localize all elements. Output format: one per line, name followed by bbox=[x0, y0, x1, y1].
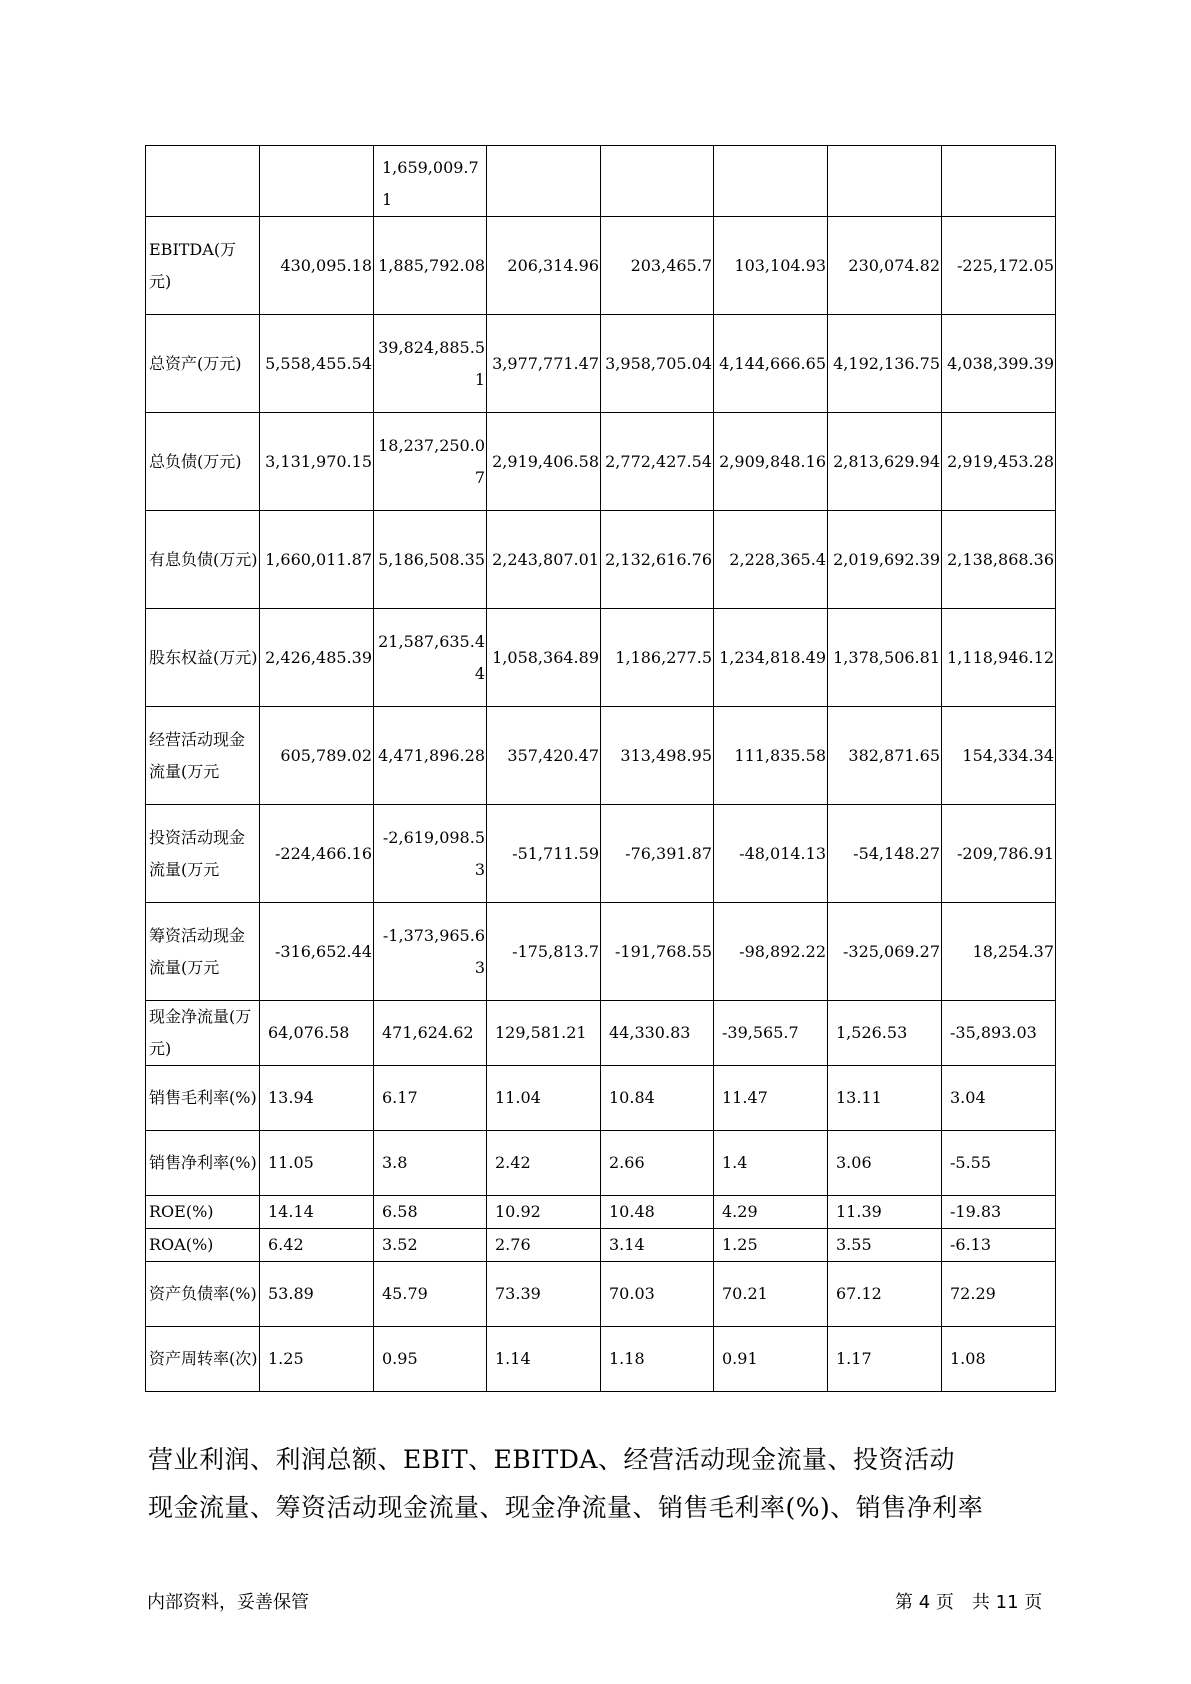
table-row bbox=[146, 511, 1056, 609]
table-cell: 2,426,485.39 bbox=[260, 609, 374, 707]
table-cell: 203,465.7 bbox=[601, 217, 714, 315]
table-cell: 1,660,011.87 bbox=[260, 511, 374, 609]
table-cell: -76,391.87 bbox=[601, 805, 714, 903]
table-cell bbox=[260, 146, 374, 217]
table-cell: 206,314.96 bbox=[487, 217, 601, 315]
table-row bbox=[146, 217, 1056, 315]
table-cell: 21,587,635.44 bbox=[374, 609, 487, 707]
row-label: 销售净利率(%) bbox=[146, 1131, 260, 1196]
table-cell: 5,558,455.54 bbox=[260, 315, 374, 413]
row-label: 筹资活动现金流量(万元 bbox=[146, 903, 260, 1001]
table-cell: 471,624.62 bbox=[374, 1001, 487, 1066]
table-cell: 3,958,705.04 bbox=[601, 315, 714, 413]
table-cell bbox=[601, 146, 714, 217]
table-cell: -98,892.22 bbox=[714, 903, 828, 1001]
table-cell: 11.05 bbox=[260, 1131, 374, 1196]
table-cell: 6.58 bbox=[374, 1196, 487, 1229]
table-row bbox=[146, 1066, 1056, 1131]
table-cell: 2,919,453.28 bbox=[942, 413, 1056, 511]
table-cell: 3.06 bbox=[828, 1131, 942, 1196]
table-cell: 3.52 bbox=[374, 1229, 487, 1262]
summary-paragraph-line-2: 现金流量、筹资活动现金流量、现金净流量、销售毛利率(%)、销售净利率 bbox=[148, 1493, 984, 1522]
table-cell: 4,038,399.39 bbox=[942, 315, 1056, 413]
table-cell: 5,186,508.35 bbox=[374, 511, 487, 609]
table-cell: 11.39 bbox=[828, 1196, 942, 1229]
table-row bbox=[146, 413, 1056, 511]
table-cell: 154,334.34 bbox=[942, 707, 1056, 805]
table-row bbox=[146, 805, 1056, 903]
table-cell: 53.89 bbox=[260, 1262, 374, 1327]
table-cell: 2,243,807.01 bbox=[487, 511, 601, 609]
table-row bbox=[146, 707, 1056, 805]
table-row bbox=[146, 1001, 1056, 1066]
table-cell: 70.21 bbox=[714, 1262, 828, 1327]
table-cell: 2,909,848.16 bbox=[714, 413, 828, 511]
table-cell: -209,786.91 bbox=[942, 805, 1056, 903]
table-cell: -5.55 bbox=[942, 1131, 1056, 1196]
table-cell: 129,581.21 bbox=[487, 1001, 601, 1066]
table-cell: 4,144,666.65 bbox=[714, 315, 828, 413]
table-cell: 3,977,771.47 bbox=[487, 315, 601, 413]
row-label: 资产负债率(%) bbox=[146, 1262, 260, 1327]
table-cell bbox=[942, 146, 1056, 217]
table-row bbox=[146, 1262, 1056, 1327]
row-label bbox=[146, 146, 260, 217]
table-cell: 2.66 bbox=[601, 1131, 714, 1196]
table-cell: 1.18 bbox=[601, 1327, 714, 1392]
table-cell: -191,768.55 bbox=[601, 903, 714, 1001]
table-row bbox=[146, 609, 1056, 707]
table-cell: -48,014.13 bbox=[714, 805, 828, 903]
table-cell: 18,237,250.07 bbox=[374, 413, 487, 511]
table-cell: 4.29 bbox=[714, 1196, 828, 1229]
financial-table bbox=[145, 145, 1056, 1392]
table-row bbox=[146, 1131, 1056, 1196]
table-cell bbox=[487, 146, 601, 217]
table-cell: -51,711.59 bbox=[487, 805, 601, 903]
table-cell: 1.08 bbox=[942, 1327, 1056, 1392]
table-cell: 10.84 bbox=[601, 1066, 714, 1131]
table-cell: 2,228,365.4 bbox=[714, 511, 828, 609]
row-label: 总负债(万元) bbox=[146, 413, 260, 511]
footer-confidential-note: 内部资料，妥善保管 bbox=[147, 1592, 309, 1613]
table-cell: 1.4 bbox=[714, 1131, 828, 1196]
table-cell: -224,466.16 bbox=[260, 805, 374, 903]
table-cell: 44,330.83 bbox=[601, 1001, 714, 1066]
table-cell: 18,254.37 bbox=[942, 903, 1056, 1001]
row-label: 投资活动现金流量(万元 bbox=[146, 805, 260, 903]
table-row bbox=[146, 315, 1056, 413]
table-row bbox=[146, 903, 1056, 1001]
table-row bbox=[146, 1196, 1056, 1229]
table-cell: 10.92 bbox=[487, 1196, 601, 1229]
row-label: 总资产(万元) bbox=[146, 315, 260, 413]
table-cell: -35,893.03 bbox=[942, 1001, 1056, 1066]
table-cell: 11.47 bbox=[714, 1066, 828, 1131]
table-cell: 1,118,946.12 bbox=[942, 609, 1056, 707]
table-cell: 64,076.58 bbox=[260, 1001, 374, 1066]
table-cell: -225,172.05 bbox=[942, 217, 1056, 315]
summary-paragraph-line-1: 营业利润、利润总额、EBIT、EBITDA、经营活动现金流量、投资活动 bbox=[148, 1445, 955, 1474]
table-cell: 3.04 bbox=[942, 1066, 1056, 1131]
table-cell: 2,813,629.94 bbox=[828, 413, 942, 511]
table-cell: 2.76 bbox=[487, 1229, 601, 1262]
table-cell: 0.91 bbox=[714, 1327, 828, 1392]
table-cell: -19.83 bbox=[942, 1196, 1056, 1229]
table-cell: 1,058,364.89 bbox=[487, 609, 601, 707]
table-cell: 0.95 bbox=[374, 1327, 487, 1392]
table-cell: 1.14 bbox=[487, 1327, 601, 1392]
row-label: 资产周转率(次) bbox=[146, 1327, 260, 1392]
table-cell: 73.39 bbox=[487, 1262, 601, 1327]
table-cell: -325,069.27 bbox=[828, 903, 942, 1001]
table-cell: -2,619,098.53 bbox=[374, 805, 487, 903]
table-cell: 2,919,406.58 bbox=[487, 413, 601, 511]
row-label: 现金净流量(万元) bbox=[146, 1001, 260, 1066]
table-cell: 1.25 bbox=[714, 1229, 828, 1262]
table-cell: 2,132,616.76 bbox=[601, 511, 714, 609]
table-row bbox=[146, 1229, 1056, 1262]
table-cell: 3.55 bbox=[828, 1229, 942, 1262]
table-cell: 13.94 bbox=[260, 1066, 374, 1131]
table-cell: 230,074.82 bbox=[828, 217, 942, 315]
table-cell: -54,148.27 bbox=[828, 805, 942, 903]
row-label: ROE(%) bbox=[146, 1196, 260, 1229]
table-cell: 103,104.93 bbox=[714, 217, 828, 315]
table-cell: 1,234,818.49 bbox=[714, 609, 828, 707]
footer-page-number: 第 4 页 共 11 页 bbox=[895, 1592, 1043, 1613]
row-label: EBITDA(万元) bbox=[146, 217, 260, 315]
table-cell: 6.17 bbox=[374, 1066, 487, 1131]
table-cell: 111,835.58 bbox=[714, 707, 828, 805]
table-cell: 11.04 bbox=[487, 1066, 601, 1131]
row-label: ROA(%) bbox=[146, 1229, 260, 1262]
table-cell bbox=[828, 146, 942, 217]
table-cell: 70.03 bbox=[601, 1262, 714, 1327]
table-cell: 2.42 bbox=[487, 1131, 601, 1196]
table-cell: 72.29 bbox=[942, 1262, 1056, 1327]
table-cell: 45.79 bbox=[374, 1262, 487, 1327]
table-cell: 357,420.47 bbox=[487, 707, 601, 805]
table-cell: -1,373,965.63 bbox=[374, 903, 487, 1001]
table-cell: 2,772,427.54 bbox=[601, 413, 714, 511]
table-cell: -175,813.7 bbox=[487, 903, 601, 1001]
table-cell: 605,789.02 bbox=[260, 707, 374, 805]
table-cell: 3.14 bbox=[601, 1229, 714, 1262]
table-cell: 382,871.65 bbox=[828, 707, 942, 805]
table-cell: 10.48 bbox=[601, 1196, 714, 1229]
table-cell: 4,471,896.28 bbox=[374, 707, 487, 805]
table-row bbox=[146, 1327, 1056, 1392]
table-cell: 1.25 bbox=[260, 1327, 374, 1392]
table-cell: 39,824,885.51 bbox=[374, 315, 487, 413]
table-cell: 3,131,970.15 bbox=[260, 413, 374, 511]
table-cell: 1,378,506.81 bbox=[828, 609, 942, 707]
table-cell bbox=[714, 146, 828, 217]
table-cell: 3.8 bbox=[374, 1131, 487, 1196]
table-cell: 1,659,009.71 bbox=[374, 146, 487, 217]
table-cell: 1,186,277.5 bbox=[601, 609, 714, 707]
row-label: 股东权益(万元) bbox=[146, 609, 260, 707]
table-cell: 430,095.18 bbox=[260, 217, 374, 315]
table-cell: -316,652.44 bbox=[260, 903, 374, 1001]
table-cell: 14.14 bbox=[260, 1196, 374, 1229]
table-cell: -39,565.7 bbox=[714, 1001, 828, 1066]
table-cell: 13.11 bbox=[828, 1066, 942, 1131]
row-label: 销售毛利率(%) bbox=[146, 1066, 260, 1131]
table-cell: 313,498.95 bbox=[601, 707, 714, 805]
table-cell: 67.12 bbox=[828, 1262, 942, 1327]
table-cell: 1.17 bbox=[828, 1327, 942, 1392]
table-cell: 1,526.53 bbox=[828, 1001, 942, 1066]
table-cell: 6.42 bbox=[260, 1229, 374, 1262]
table-cell: -6.13 bbox=[942, 1229, 1056, 1262]
table-cell: 2,138,868.36 bbox=[942, 511, 1056, 609]
table-row bbox=[146, 146, 1056, 217]
row-label: 经营活动现金流量(万元 bbox=[146, 707, 260, 805]
row-label: 有息负债(万元) bbox=[146, 511, 260, 609]
table-cell: 4,192,136.75 bbox=[828, 315, 942, 413]
table-cell: 2,019,692.39 bbox=[828, 511, 942, 609]
table-cell: 1,885,792.08 bbox=[374, 217, 487, 315]
